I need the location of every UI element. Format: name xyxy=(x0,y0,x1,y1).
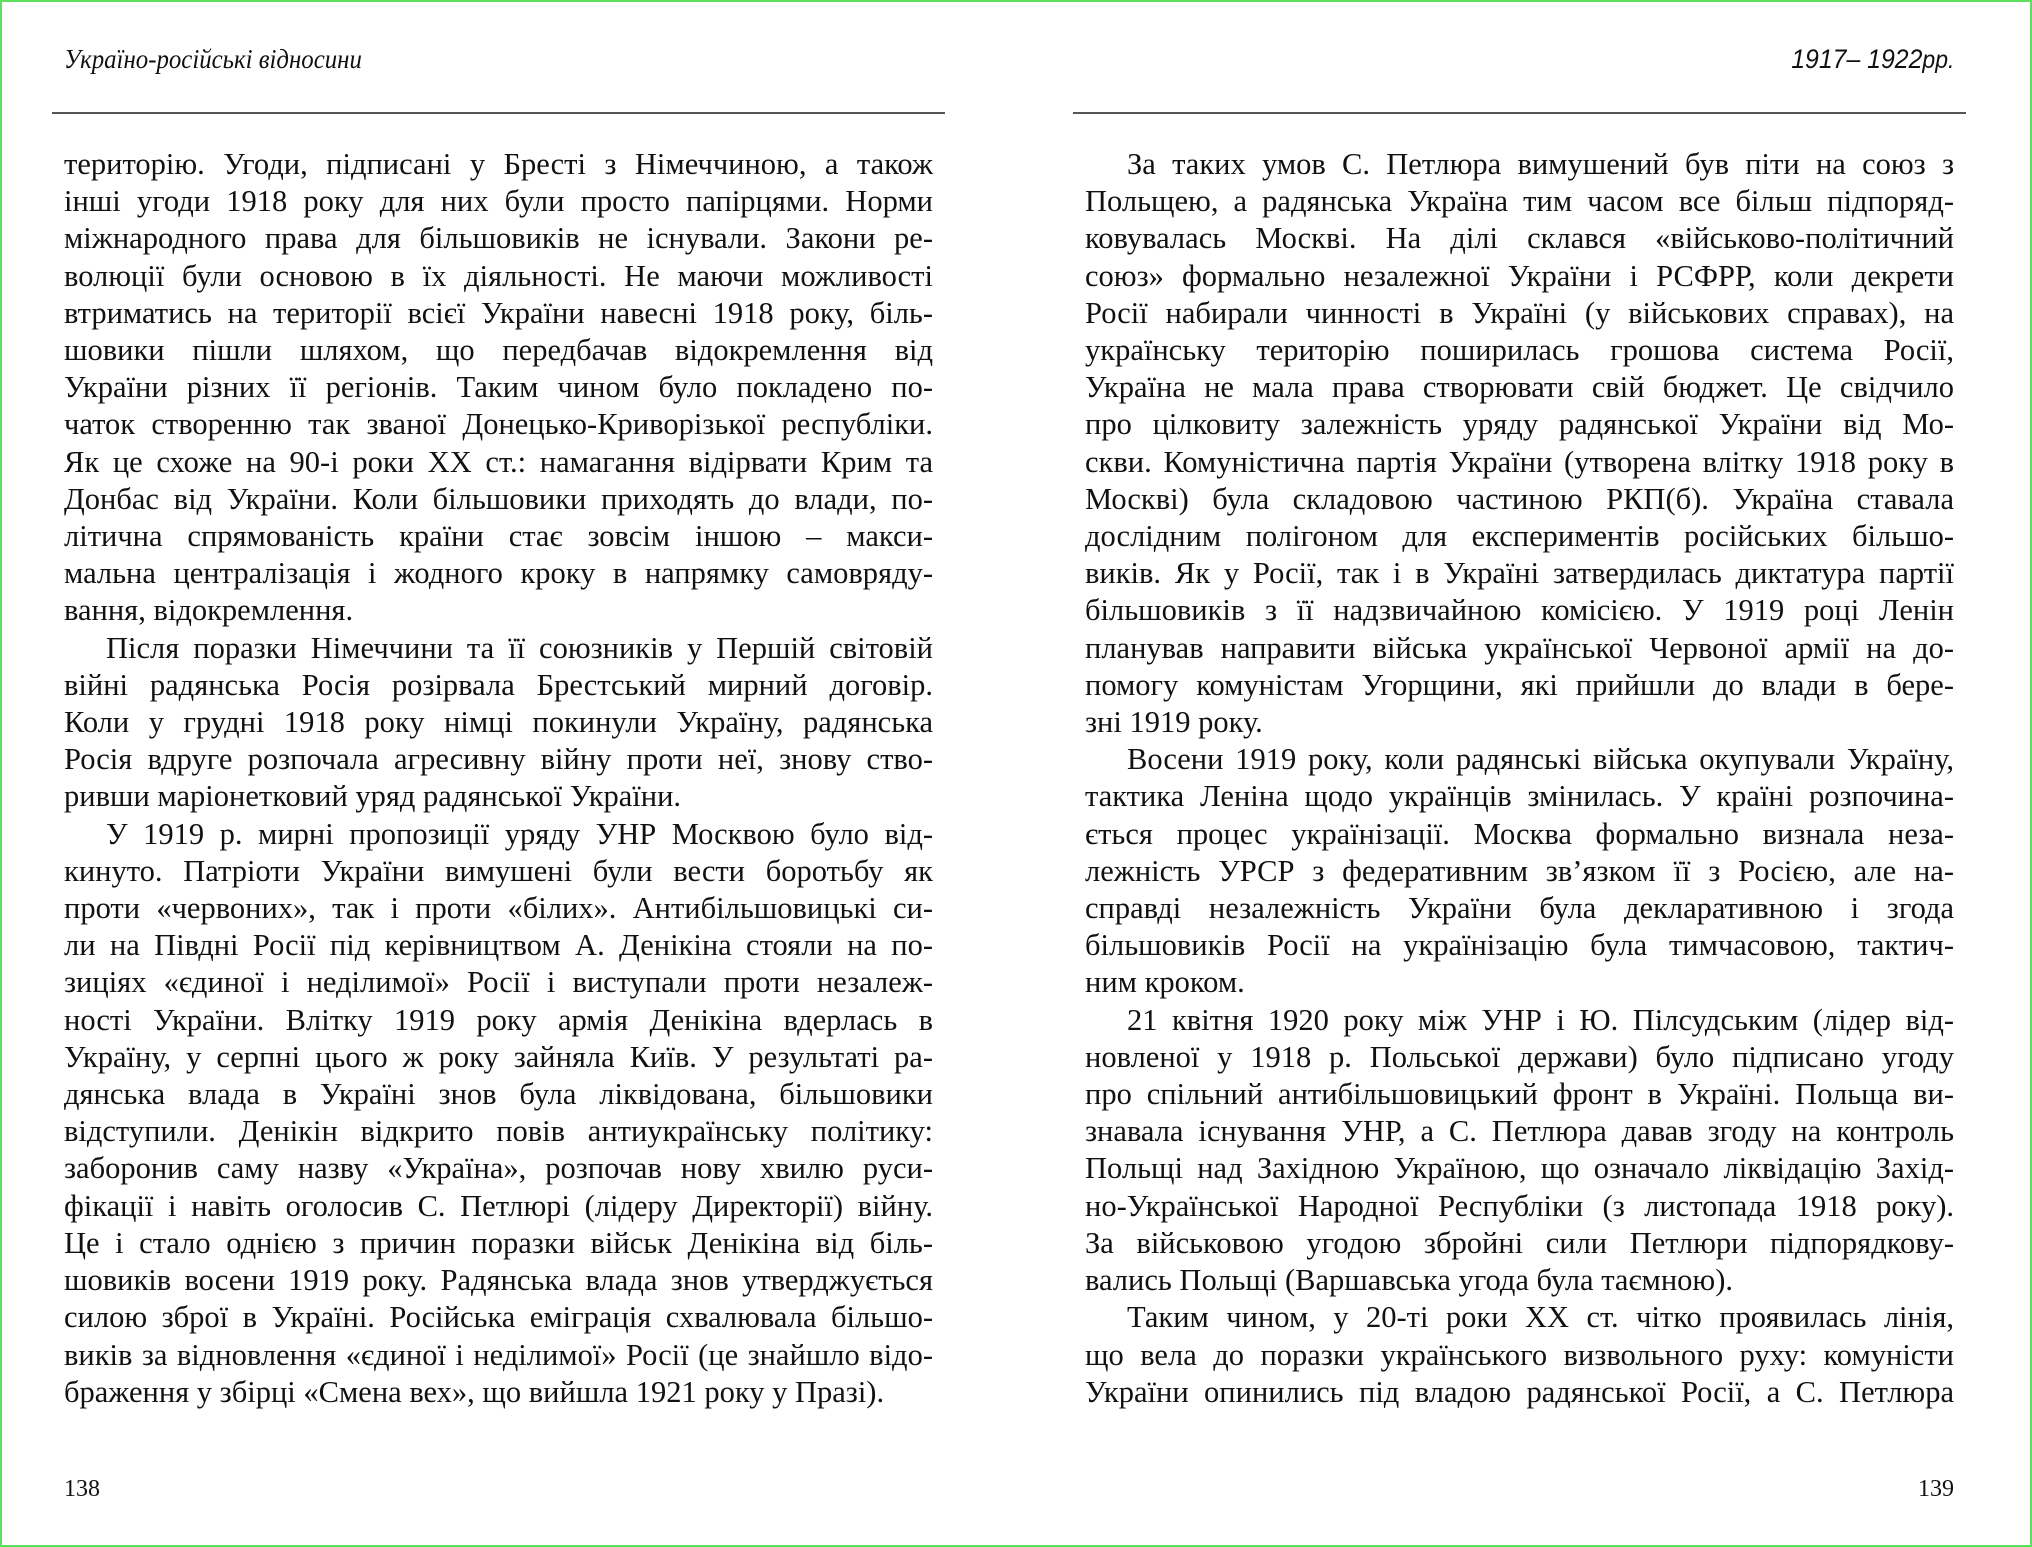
text-line: У 1919 р. мирні пропозиції уряду УНР Москвою було від- xyxy=(106,816,933,851)
text-line: Україна не мала права створювати свій бюджет. Це свідчило xyxy=(1085,370,1954,405)
text-line: Коли у грудні 1918 року німці покинули Україну, радянська xyxy=(64,705,933,740)
text-line: силою зброї в Україні. Російська еміграція схвалювала більшо- xyxy=(64,1300,933,1335)
running-head-right xyxy=(1791,44,1954,75)
text-line: інші угоди 1918 року для них були просто папірцями. Норми xyxy=(64,184,933,219)
text-line: зиціях «єдиної і неділимої» Росії і виступали проти незалеж- xyxy=(64,965,933,1000)
text-line: Восени 1919 року, коли радянські війська окупували Україну, xyxy=(1127,742,1954,777)
text-line: Польщі над Західною Україною, що означало ліквідацію Захід- xyxy=(1085,1151,1954,1186)
text-line: більшовиків Росії на українізацію була тимчасовою, тактич- xyxy=(1085,928,1954,963)
left-page xyxy=(52,0,945,1547)
text-line: дянська влада в Україні знов була ліквідована, більшовики xyxy=(64,1077,933,1112)
text-line: шовики пішли шляхом, що передбачав відокремлення від xyxy=(64,333,933,368)
text-line: планував направити війська української Червоної армії на до- xyxy=(1085,630,1954,665)
text-line: літична спрямованість країни стає зовсім іншою – макси- xyxy=(64,519,933,554)
text-line: вались Польщі (Варшавська угода була таємною). xyxy=(1085,1263,1733,1298)
running-head-suffix: рр. xyxy=(1922,46,1954,74)
text-line: 21 квітня 1920 року між УНР і Ю. Пілсудським (лідер від- xyxy=(1127,1002,1954,1037)
running-head-left: Україно-російські відносини xyxy=(64,44,362,74)
page-number-left: 138 xyxy=(64,1476,100,1502)
text-line: Москві) була складовою частиною РКП(б). Україна ставала xyxy=(1085,481,1954,516)
text-line: Росія вдруге розпочала агресивну війну проти неї, знову ство- xyxy=(64,742,933,777)
text-line: За військовою угодою збройні сили Петлюри підпорядкову- xyxy=(1085,1225,1954,1260)
text-line: вання, відокремлення. xyxy=(64,593,354,628)
text-line: скви. Комуністична партія України (утворена влітку 1918 року в xyxy=(1085,444,1954,479)
text-line: кинуто. Патріоти України вимушені були вести боротьбу як xyxy=(64,853,933,888)
text-line: За таких умов С. Петлюра вимушений був піти на союз з xyxy=(1127,147,1954,181)
text-line: ковувалась Москві. На ділі склався «військово-політичний xyxy=(1085,221,1954,256)
text-line: втриматись на території всієї України навесні 1918 року, біль- xyxy=(64,295,933,330)
text-line: українську територію поширилась грошова система Росії, xyxy=(1085,333,1954,368)
text-line: Таким чином, у 20-ті роки XX ст. чітко проявилась лінія, xyxy=(1127,1300,1954,1335)
right-page xyxy=(1073,0,1966,1547)
text-line: браження у збірці «Смена вех», що вийшла 1921 року у Празі). xyxy=(64,1374,885,1409)
text-line: ється процес українізації. Москва формально визнала неза- xyxy=(1085,816,1954,851)
text-line: Росії набирали чинності в Україні (у військових справах), на xyxy=(1085,295,1954,330)
text-line: виків за відновлення «єдиної і неділимої» Росії (це знайшло відо- xyxy=(64,1337,933,1372)
text-line: ності України. Влітку 1919 року армія Денікіна вдерлась в xyxy=(64,1002,933,1037)
text-line: фікації і навіть оголосив С. Петлюрі (лідеру Директорії) війну. xyxy=(64,1188,933,1223)
paragraph xyxy=(1085,741,1954,1001)
text-line: союз» формально незалежної України і РСФРР, коли декрети xyxy=(1085,258,1954,293)
text-line: України різних її регіонів. Таким чином було покладено по- xyxy=(64,370,933,405)
paragraph xyxy=(64,630,933,816)
text-line: більшовиків з її надзвичайною комісією. У 1919 році Ленін xyxy=(1085,593,1954,628)
text-line: новленої у 1918 р. Польської держави) було підписано угоду xyxy=(1085,1039,1954,1074)
text-line: Це і стало однією з причин поразки військ Денікіна від біль- xyxy=(64,1225,933,1260)
text-line: шовиків восени 1919 року. Радянська влада знов утверджується xyxy=(64,1263,933,1298)
text-line: ли на Півдні Росії під керівництвом А. Денікіна стояли на по- xyxy=(64,928,933,963)
paragraph xyxy=(1085,146,1954,741)
text-line: Як це схоже на 90-і роки XX ст.: намагання відірвати Крим та xyxy=(64,444,933,479)
text-line: міжнародного права для більшовиків не існували. Закони ре- xyxy=(64,221,933,256)
text-line: лежність УРСР з федеративним зв’язком її з Росією, але на- xyxy=(1085,853,1954,888)
text-line: війні радянська Росія розірвала Брестський мирний договір. xyxy=(64,667,933,702)
text-line: проти «червоних», так і проти «білих». Антибільшовицькі си- xyxy=(64,891,933,926)
paragraph xyxy=(1085,1299,1954,1411)
running-head-years: 1917– 1922 xyxy=(1790,44,1923,74)
left-page-body xyxy=(64,146,933,1411)
text-line: зні 1919 року. xyxy=(1085,705,1263,740)
text-line: територію. Угоди, підписані у Бресті з Німеччиною, а також xyxy=(64,147,933,181)
text-line: України опинились під владою радянської Росії, а С. Петлюра xyxy=(1085,1374,1954,1409)
header-rule-right xyxy=(1073,112,1966,114)
paragraph xyxy=(64,146,933,630)
text-line: що вела до поразки українського визвольного руху: комуністи xyxy=(1085,1337,1954,1372)
paragraph xyxy=(1085,1002,1954,1300)
text-line: відступили. Денікін відкрито повів антиукраїнську політику: xyxy=(64,1114,933,1149)
text-line: справді незалежність України була декларативною і згода xyxy=(1085,891,1954,926)
text-line: заборонив саму назву «Україна», розпочав нову хвилю руси- xyxy=(64,1151,933,1186)
text-line: тактика Леніна щодо українців змінилась. У країні розпочина- xyxy=(1085,779,1954,814)
text-line: знавала існування УНР, а С. Петлюра давав згоду на контроль xyxy=(1085,1114,1954,1149)
text-line: Донбас від України. Коли більшовики приходять до влади, по- xyxy=(64,481,933,516)
text-line: ривши маріонетковий уряд радянської України. xyxy=(64,779,682,814)
page-number-right: 139 xyxy=(1918,1476,1954,1502)
text-line: виків. Як у Росії, так і в Україні затвердилась диктатура партії xyxy=(1085,556,1954,591)
text-line: помогу комуністам Угорщини, які прийшли до влади в бере- xyxy=(1085,667,1954,702)
text-line: чаток створенню так званої Донецько-Криворізької республіки. xyxy=(64,407,933,442)
text-line: Україну, у серпні цього ж року зайняла Київ. У результаті ра- xyxy=(64,1039,933,1074)
text-line: ним кроком. xyxy=(1085,965,1245,1000)
text-line: Після поразки Німеччини та її союзників у Першій світовій xyxy=(106,630,933,665)
text-line: волюції були основою в їх діяльності. Не маючи можливості xyxy=(64,258,933,293)
right-page-body xyxy=(1085,146,1954,1411)
paragraph xyxy=(64,816,933,1411)
text-line: Польщею, а радянська Україна тим часом все більш підпоряд- xyxy=(1085,184,1954,219)
text-line: мальна централізація і жодного кроку в напрямку самовряду- xyxy=(64,556,933,591)
text-line: про цілковиту залежність уряду радянської України від Мо- xyxy=(1085,407,1954,442)
text-line: про спільний антибільшовицький фронт в Україні. Польща ви- xyxy=(1085,1077,1954,1112)
text-line: дослідним полігоном для експериментів російських більшо- xyxy=(1085,519,1954,554)
header-rule-left xyxy=(52,112,945,114)
text-line: но-Української Народної Республіки (з листопада 1918 року). xyxy=(1085,1188,1954,1223)
